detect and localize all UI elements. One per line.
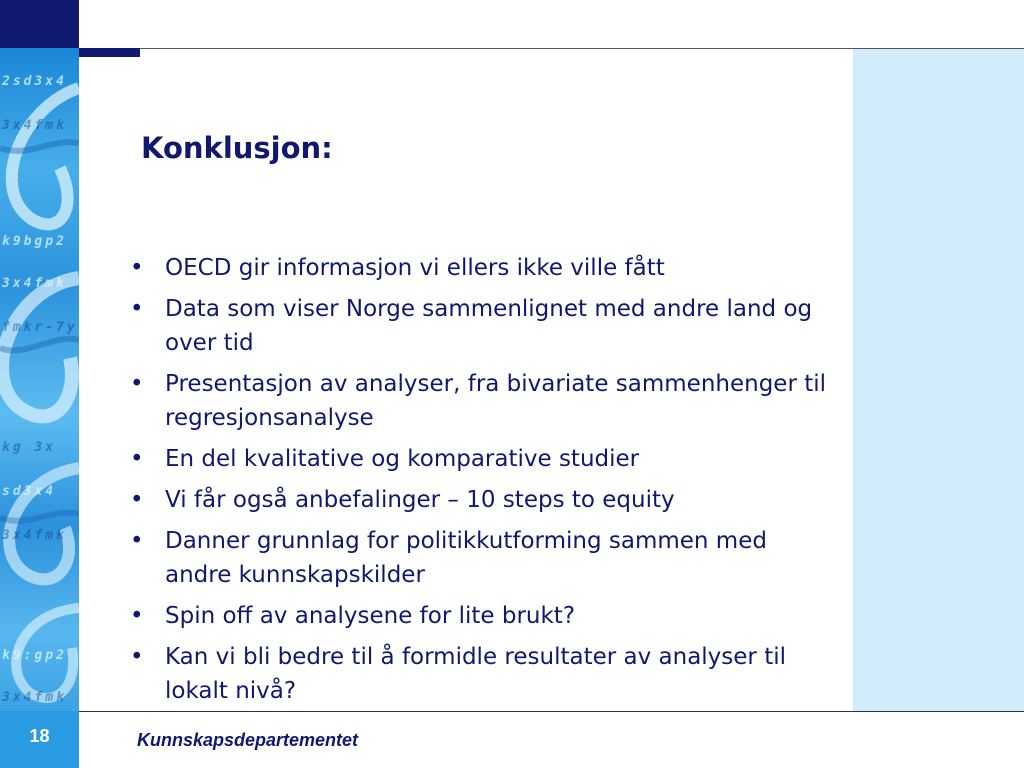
bullet-marker: • <box>130 255 144 281</box>
bullet-item <box>128 292 828 360</box>
bullet-marker: • <box>130 644 144 670</box>
bullet-text: Danner grunnlag for politikkutforming sammen med andre kunnskapskilder <box>165 528 767 588</box>
bullet-marker: • <box>130 446 144 472</box>
bullet-marker: • <box>130 487 144 513</box>
bullet-text: Presentasjon av analyser, fra bivariate sammenhenger til regresjonsanalyse <box>165 371 827 431</box>
bullet-item <box>128 442 828 476</box>
bullet-text: OECD gir informasjon vi ellers ikke ville fått <box>165 255 665 281</box>
header-accent-tab <box>79 48 140 57</box>
footer-organization: Kunnskapsdepartementet <box>137 730 359 750</box>
bullet-text: Vi får også anbefalinger – 10 steps to equity <box>165 487 675 513</box>
bullet-text: Kan vi bli bedre til å formidle resultater av analyser til lokalt nivå? <box>165 644 786 704</box>
header-corner-block <box>0 0 79 48</box>
bullet-marker: • <box>130 371 144 397</box>
bullet-text: En del kvalitative og komparative studier <box>165 446 640 472</box>
bullet-text: Spin off av analysene for lite brukt? <box>165 603 576 629</box>
bullet-list <box>128 251 828 715</box>
footer-rule <box>79 711 1024 712</box>
decorative-right-panel <box>853 49 1024 711</box>
bullet-marker: • <box>130 528 144 554</box>
bullet-item <box>128 251 828 285</box>
bullet-item <box>128 367 828 435</box>
bullet-item <box>128 599 828 633</box>
bullet-item <box>128 640 828 708</box>
bullet-marker: • <box>130 296 144 322</box>
bullet-item <box>128 524 828 592</box>
decorative-side-strip: 2sd3x4 3x4fmk k9bgp2 3x4fmk fmkr-7y kg 3x sd3x4 3x4fmk k9:gp2 3x4fmk <box>0 48 79 712</box>
bullet-item <box>128 483 828 517</box>
slide-title: Konklusjon: <box>141 131 333 165</box>
bullet-text: Data som viser Norge sammenlignet med andre land og over tid <box>165 296 813 356</box>
bullet-marker: • <box>130 603 144 629</box>
page-number: 18 <box>29 726 50 746</box>
decorative-swirl-graphic <box>0 48 79 712</box>
